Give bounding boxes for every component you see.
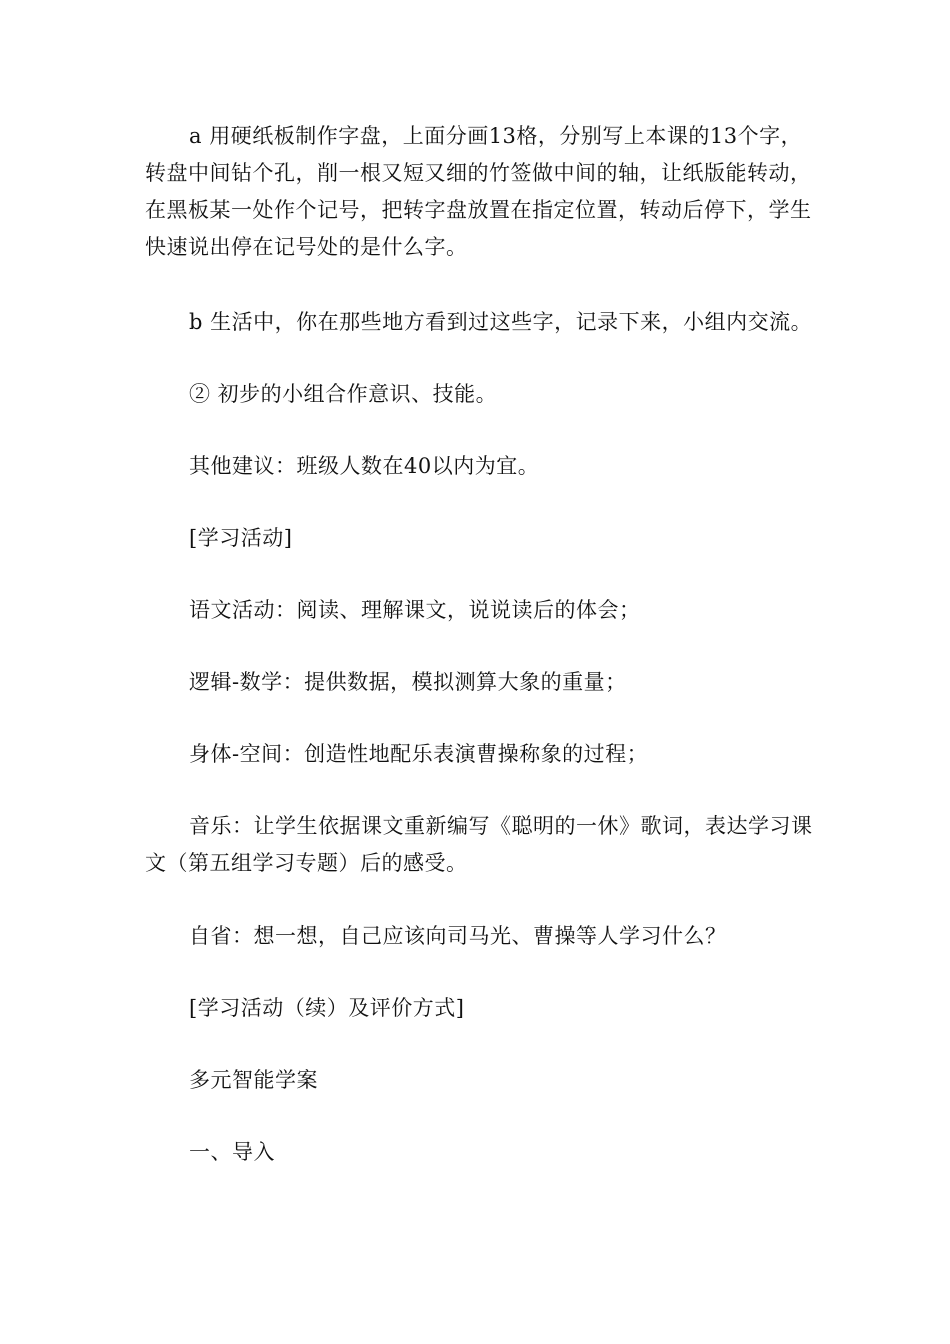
heading-introduction: 一、导入 <box>189 1140 275 1164</box>
section-heading-activities-evaluation: [学习活动（续）及评价方式] <box>189 996 465 1020</box>
paragraph-group-cooperation: ② 初步的小组合作意识、技能。 <box>189 382 498 406</box>
paragraph-life-observation: b 生活中，你在那些地方看到过这些字，记录下来，小组内交流。 <box>189 310 813 334</box>
paragraph-logic-math: 逻辑-数学：提供数据，模拟测算大象的重量； <box>189 670 627 694</box>
paragraph-language-activity: 语文活动：阅读、理解课文，说说读后的体会； <box>189 598 641 622</box>
paragraph-body-space: 身体-空间：创造性地配乐表演曹操称象的过程； <box>189 742 649 766</box>
section-heading-learning-activities: [学习活动] <box>189 526 293 550</box>
paragraph-self-reflection: 自省：想一想，自己应该向司马光、曹操等人学习什么？ <box>189 924 727 948</box>
paragraph-turntable-activity: a 用硬纸板制作字盘，上面分画13格，分别写上本课的13个字，转盘中间钻个孔，削一根又短又细的竹签做中间的轴，让纸版能转动，在黑板某一处作个记号，把转字盘放置在指定位置，转动后停下，学生快速说出停在记号处的是什么字。 <box>145 124 812 259</box>
paragraph-music: 音乐：让学生依据课文重新编写《聪明的一休》歌词，表达学习课文（第五组学习专题）后的感受。 <box>145 814 813 875</box>
heading-multiple-intelligence-plan: 多元智能学案 <box>189 1068 318 1092</box>
paragraph-other-suggestions: 其他建议：班级人数在40以内为宜。 <box>189 454 540 478</box>
